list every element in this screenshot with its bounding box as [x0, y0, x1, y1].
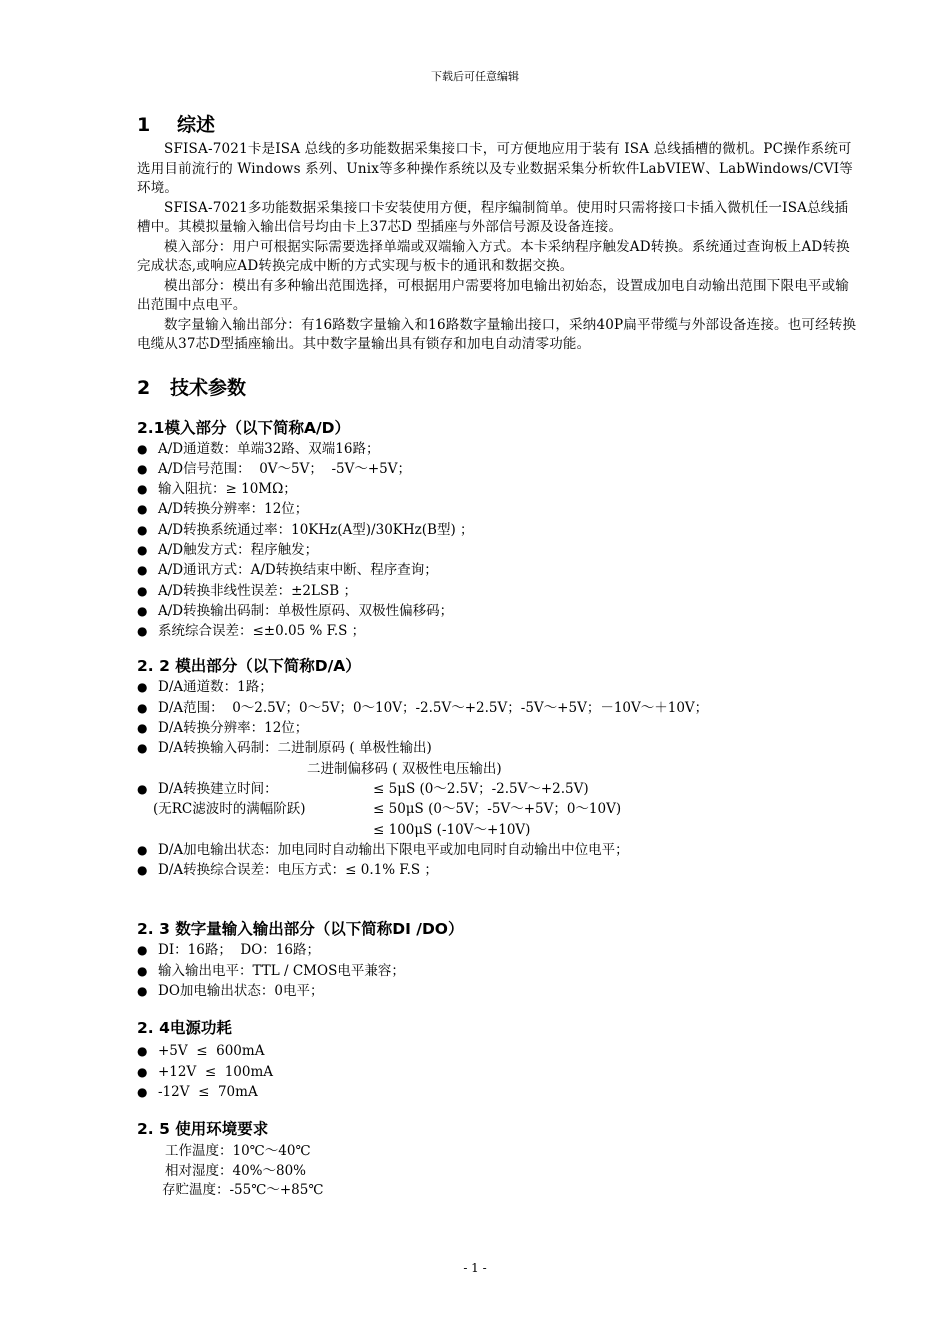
section-1-heading [137, 112, 860, 138]
list-item: ● -12V ≤ 70mA [137, 1082, 860, 1102]
settle-value-3: ≤ 100μS (-10V～+10V) [373, 821, 531, 838]
power-spec-list [137, 1041, 860, 1102]
document-body [137, 112, 860, 1201]
section-2-5-heading: 2. 5 使用环境要求 [137, 1120, 269, 1139]
section-2-1-heading: 2.1模入部分（以下简称A/D） [137, 418, 350, 437]
list-item: ● A/D转换非线性误差：±2LSB ； [137, 581, 860, 601]
settle-value-1: ≤ 5μS (0～2.5V；-2.5V～+2.5V) [373, 780, 589, 797]
list-item: ● D/A转换输入码制：二进制原码 ( 单极性输出) [137, 738, 860, 758]
list-item: ● A/D触发方式：程序触发； [137, 540, 860, 560]
list-item: ● 输入阻抗：≥ 10MΩ； [137, 479, 860, 499]
section-2-heading [137, 375, 860, 401]
list-item: ● +12V ≤ 100mA [137, 1062, 860, 1082]
list-item: ● DI：16路； DO：16路； [137, 940, 860, 960]
section-2-title: 技术参数 [170, 376, 247, 399]
list-item: ● A/D通道数：单端32路、双端16路； [137, 439, 860, 459]
dio-spec-list [137, 940, 860, 1001]
da-spec-list-b [137, 840, 860, 881]
list-item: ● D/A转换分辨率：12位； [137, 718, 860, 738]
env-line: 相对湿度：40%～80% [165, 1162, 307, 1179]
settle-value-2: ≤ 50μS (0～5V；-5V～+5V；0～10V) [373, 801, 622, 818]
da-code-continuation: 二进制偏移码 ( 双极性电压输出) [307, 760, 502, 777]
list-item: ● D/A通道数：1路； [137, 677, 860, 697]
page-number: - 1 - [463, 1261, 487, 1275]
section-2-2-heading: 2. 2 模出部分（以下简称D/A） [137, 657, 361, 676]
list-item: ● +5V ≤ 600mA [137, 1041, 860, 1061]
section-1-title: 综述 [177, 114, 216, 136]
settle-note-line [137, 799, 860, 819]
section-2-number: 2 [137, 376, 151, 399]
env-line: 存贮温度：-55℃～+85℃ [162, 1182, 324, 1199]
list-item: ● D/A转换综合误差：电压方式：≤ 0.1% F.S ； [137, 860, 860, 880]
section-1-number: 1 [137, 114, 151, 136]
list-item: ● A/D转换系统通过率：10KHz(A型)/30KHz(B型) ； [137, 520, 860, 540]
list-item: ● 输入输出电平：TTL / CMOS电平兼容； [137, 961, 860, 981]
list-item: ● A/D通讯方式：A/D转换结束中断、程序查询； [137, 560, 860, 580]
da-spec-list [137, 677, 860, 758]
paragraph-overview-1: SFISA-7021卡是ISA 总线的多功能数据采集接口卡，可方便地应用于装有 ISA 总线插槽的微机。PC操作系统可选用目前流行的 Windows 系列、Unix等多种操作系统以及专业数据采集分析软件LabVIEW、LabWindows/CVI等环境。 [137, 141, 853, 196]
section-2-3-heading: 2. 3 数字量输入输出部分（以下简称DI /DO） [137, 920, 464, 939]
environment-block [137, 1142, 860, 1201]
da-settle-list [137, 779, 860, 799]
list-item: ● A/D信号范围： 0V～5V； -5V～+5V； [137, 459, 860, 479]
section-1-body [137, 140, 860, 355]
page-header: 下载后可任意编辑 [431, 70, 519, 83]
paragraph-overview-2: SFISA-7021多功能数据采集接口卡安装使用方便，程序编制简单。使用时只需将接口卡插入微机任一ISA总线插槽中。其模拟量输入输出信号均由卡上37芯D 型插座与外部信号源及设备连接。 [137, 199, 849, 235]
env-line: 工作温度：10℃～40℃ [165, 1143, 311, 1160]
list-item [137, 779, 860, 799]
paragraph-overview-3: 模入部分：用户可根据实际需要选择单端或双端输入方式。本卡采纳程序触发AD转换。系统通过查询板上AD转换完成状态,或响应AD转换完成中断的方式实现与板卡的通讯和数据交换。 [137, 238, 850, 274]
ad-spec-list [137, 439, 860, 642]
list-item: ● D/A范围： 0～2.5V；0～5V；0～10V；-2.5V～+2.5V；-5V～+5V；－10V～＋10V； [137, 698, 860, 718]
settle-note: (无RC滤波时的满幅阶跃) [153, 801, 306, 818]
list-item: ● A/D转换分辨率：12位； [137, 499, 860, 519]
list-item: ● DO加电输出状态：0电平； [137, 981, 860, 1001]
paragraph-overview-4: 模出部分：模出有多种输出范围选择，可根据用户需要将加电输出初始态，设置成加电自动输出范围下限电平或输出范围中点电平。 [137, 277, 849, 313]
list-item: ● D/A加电输出状态：加电同时自动输出下限电平或加电同时自动输出中位电平； [137, 840, 860, 860]
settle-label: D/A转换建立时间： [158, 780, 278, 797]
list-item: ● 系统综合误差：≤±0.05 % F.S ； [137, 621, 860, 641]
list-item: ● A/D转换输出码制：单极性原码、双极性偏移码； [137, 601, 860, 621]
paragraph-overview-5: 数字量输入输出部分：有16路数字量输入和16路数字量输出接口，采纳40P扁平带缆与外部设备连接。也可经转换电缆从37芯D型插座输出。其中数字量输出具有锁存和加电自动清零功能。 [137, 316, 857, 352]
section-2-4-heading: 2. 4电源功耗 [137, 1019, 232, 1038]
